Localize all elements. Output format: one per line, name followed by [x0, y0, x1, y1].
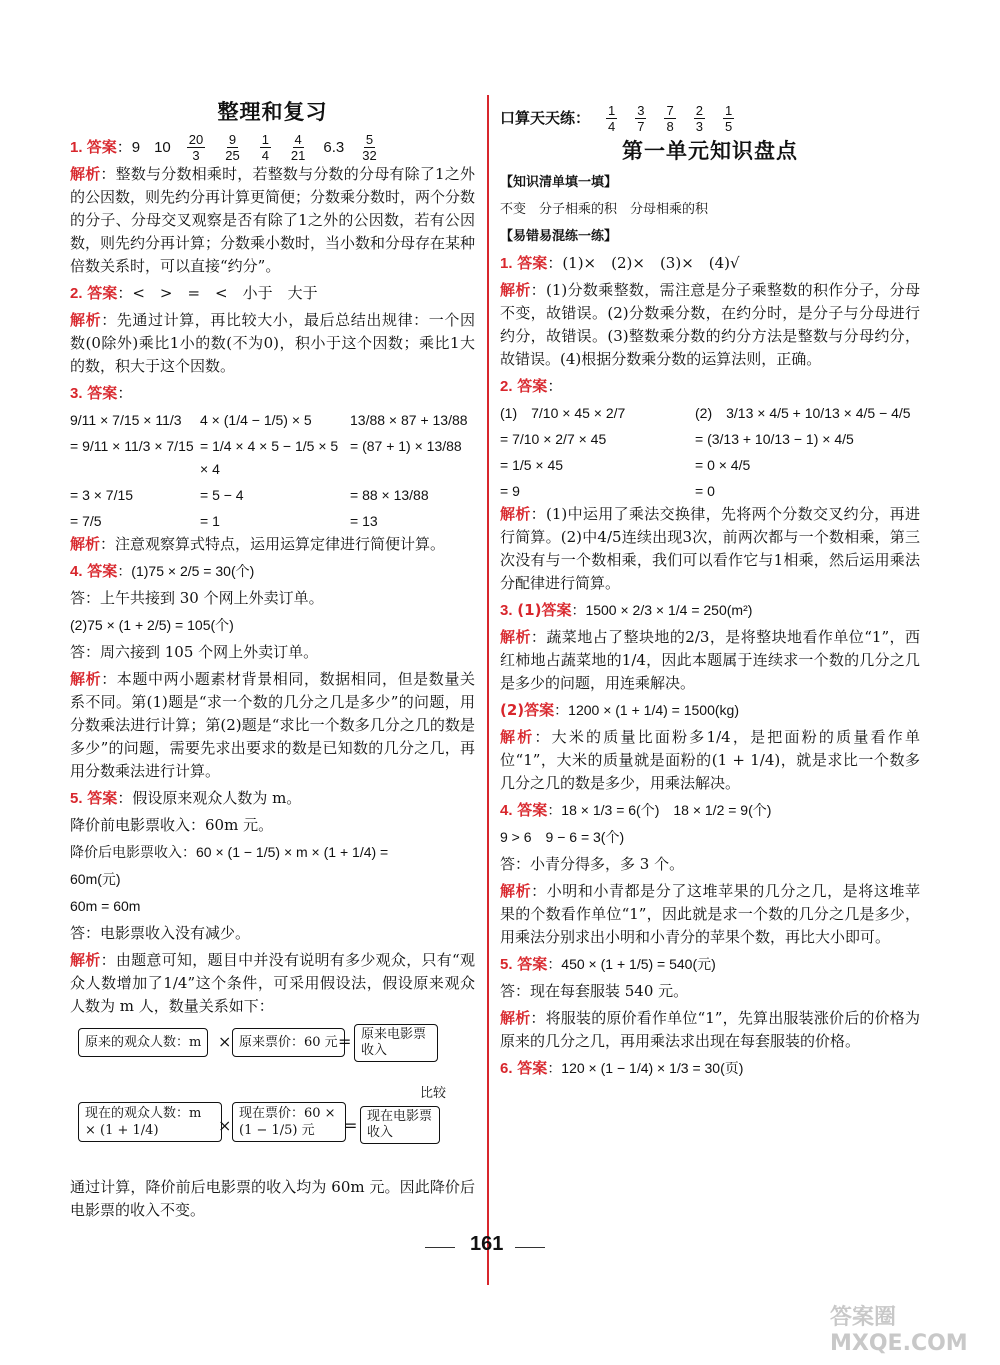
q5-line5: 60m = 60m	[70, 898, 141, 914]
box-current-audience: 现在的观众人数：m × (1 + 1/4)	[78, 1102, 222, 1142]
right-q6	[500, 1057, 920, 1080]
q1-frac-3: $\frac{1}{4}$	[261, 132, 269, 163]
q3-a-line1: 9/11 × 7/15 × 11/3	[70, 412, 182, 428]
q3-a-line4: = 7/5	[70, 513, 102, 529]
right-column	[500, 95, 920, 1084]
q1-tag: 答案	[86, 138, 117, 156]
oral-frac-5: $\frac{1}{5}$	[724, 103, 733, 134]
q5-conclusion: 通过计算，降价前后电影票的收入均为 60m 元。因此降价后电影票的收入不变。	[70, 1178, 475, 1219]
left-q5	[70, 787, 475, 1222]
r-q3-answer1: ：1500 × 2/3 × 1/4 = 250(m²)	[571, 602, 753, 618]
q1-frac-5: $\frac{5}{32}$	[362, 132, 377, 163]
r-q2-number: 2.	[500, 378, 513, 395]
right-q2: 2. 答案： (1) 7/10 × 45 × 2/7 (2) 3/13 × 4/5 + 10/13 × 4/5 − 4/5 = 7/10 × 2/7 × 45 = (3/13 + 10/13 − 1) × 4/5 = 1/5 × 45 = 0 × 4/5 = 9 = 0 解析：(1)中运用了乘法交换律，先将两个分数交叉约分，再进行简算。(2)中4/5连续出现3次，前两次都与一个数相乘，第三次没有与一个数相乘，我们可以看作它与1相乘，然后运用乘法分配律进行简算。	[500, 375, 920, 595]
r-q4-tag: 答案	[517, 801, 548, 819]
q3-tag: 答案	[87, 384, 118, 402]
q5-analysis: 解析：由题意可知，题目中并没有说明有多少观众，只有“观众人数增加了1/4”这个条件，可采用假设法，假设原来观众人数为 m 人，数量关系如下：	[70, 951, 475, 1015]
left-q4	[70, 560, 475, 783]
oral-practice-label: 口算天天练：	[500, 109, 591, 127]
q3-b-line2: = 1/4 × 4 × 5 − 1/5 × 5 × 4	[200, 438, 339, 477]
page-number-rule-right	[515, 1247, 545, 1248]
right-q5	[500, 953, 920, 1053]
r-q3-answer2: ：1200 × (1 + 1/4) = 1500(kg)	[554, 702, 739, 718]
r-q1-answer: ：(1)× (2)× (3)× (4)√	[547, 254, 740, 272]
oral-frac-1: $\frac{1}{4}$	[608, 103, 616, 134]
q3-a-line3: = 3 × 7/15	[70, 487, 134, 503]
q5-line2: 降价前电影票收入：60m 元。	[70, 816, 274, 834]
q3-c-line2: = (87 + 1) × 13/88	[350, 438, 462, 454]
times-sign-1: ×	[218, 1032, 232, 1051]
q5-line3: 降价后电影票收入：60 × (1 − 1/5) × m × (1 + 1/4) =	[70, 844, 389, 860]
q3-b-line3: = 5 − 4	[200, 487, 244, 503]
q3-a-line2: = 9/11 × 11/3 × 7/15	[70, 438, 194, 454]
oral-frac-2: $\frac{3}{7}$	[637, 103, 645, 134]
left-q3: 3. 答案： 9/11 × 7/15 × 11/3 4 × (1/4 − 1/5) × 5 13/88 × 87 + 13/88 = 9/11 × 11/3 × 7/15 = 1/4 × 4 × 5 − 1/5 × 5 × 4 = (87 + 1) × 13/88 = 3 × 7/15 = 5 − 4 = 88 × 13/88 = 7/5 = 1 = 13 解析：注意观察算式特点，运用运算定律进行简便计算。	[70, 382, 475, 556]
q3-c-line3: = 88 × 13/88	[350, 487, 429, 503]
r-q3-number: 3.	[500, 602, 513, 619]
q3-c-line1: 13/88 × 87 + 13/88	[350, 412, 468, 428]
r-q1-tag: 答案	[517, 254, 548, 272]
section-knowledge-answers: 不变 分子相乘的积 分母相乘的积	[500, 202, 709, 217]
q4-line3: (2)75 × (1 + 2/5) = 105(个)	[70, 617, 234, 633]
left-q2	[70, 282, 475, 378]
r-q1-analysis: 解析：(1)分数乘整数，需注意是分子乘整数的积作分子，分母不变，故错误。(2)分数乘分数，在约分时，是分子与分母进行约分，故错误。(3)整数乘分数的约分方法是整数与分母约分，故错误。(4)根据分数乘分数的运算法则，正确。	[500, 281, 920, 368]
r-q2-tag: 答案	[517, 377, 548, 395]
r-q5-number: 5.	[500, 956, 513, 973]
r-q3-analysis2: 解析：大米的质量比面粉多1/4，是把面粉的质量看作单位“1”，大米的质量就是面粉的(1 + 1/4)，就是求比一个数多几分之几的数是多少，用乘法解决。	[500, 728, 920, 792]
left-column	[70, 95, 475, 1226]
q1-ans-decimal: 6.3	[323, 139, 345, 156]
q3-b-line4: = 1	[200, 513, 220, 529]
r-q2-a-line4: = 9	[500, 483, 520, 499]
r-q2-a-line1: (1) 7/10 × 45 × 2/7	[500, 405, 626, 421]
r-q2-a-line2: = 7/10 × 2/7 × 45	[500, 431, 607, 447]
r-q3-analysis1: 解析：蔬菜地占了整块地的2/3，是将整块地看作单位“1”，西红柿地占蔬菜地的1/4，因此本题属于连续求一个数的几分之几是多少的问题，用连乘解决。	[500, 628, 920, 692]
r-q5-line2: 答：现在每套服装 540 元。	[500, 982, 689, 1000]
q3-c-line4: = 13	[350, 513, 378, 529]
r-q5-tag: 答案	[517, 955, 548, 973]
r-q6-number: 6.	[500, 1060, 513, 1077]
q5-line1: ：假设原来观众人数为 m。	[117, 789, 302, 807]
column-divider	[487, 95, 489, 1285]
q4-line1: ：(1)75 × 2/5 = 30(个)	[117, 563, 255, 579]
equals-sign-2: =	[344, 1116, 358, 1135]
r-q6-tag: 答案	[517, 1059, 548, 1077]
q2-analysis: 解析：先通过计算，再比较大小，最后总结出规律：一个因数(0除外)乘比1小的数(不为0)，积小于这个因数；乘比1大的数，积大于这个因数。	[70, 311, 475, 375]
right-q1	[500, 252, 920, 371]
box-current-income: 现在电影票收入	[360, 1106, 440, 1144]
page-number-rule-left	[425, 1247, 455, 1248]
q2-tag: 答案	[87, 284, 118, 302]
q3-b-line1: 4 × (1/4 − 1/5) × 5	[200, 412, 312, 428]
r-q4-line3: 答：小青分得多，多 3 个。	[500, 855, 685, 873]
page-number: 161	[470, 1233, 504, 1255]
r-q3-tag2: (2)答案	[500, 701, 555, 719]
r-q1-number: 1.	[500, 255, 513, 272]
q4-tag: 答案	[87, 562, 118, 580]
r-q5-line1: ：450 × (1 + 1/5) = 540(元)	[547, 956, 716, 972]
q4-number: 4.	[70, 563, 83, 580]
box-original-price: 原来票价：60 元	[232, 1028, 345, 1057]
q1-frac-2: $\frac{9}{25}$	[225, 132, 240, 163]
q5-line6: 答：电影票收入没有减少。	[70, 924, 251, 942]
oral-frac-4: $\frac{2}{3}$	[695, 103, 703, 134]
r-q5-analysis: 解析：将服装的原价看作单位“1”，先算出服装涨价后的价格为原来的几分之几，再用乘法求出现在每套服装的价格。	[500, 1009, 920, 1050]
r-q2-b-line1: (2) 3/13 × 4/5 + 10/13 × 4/5 − 4/5	[695, 405, 911, 421]
q4-line2: 答：上午共接到 30 个网上外卖订单。	[70, 589, 324, 607]
section-knowledge-label: 【知识清单填一填】	[500, 175, 618, 190]
q2-answer: ：< > = < 小于 大于	[117, 284, 318, 302]
compare-label: 比较	[420, 1086, 447, 1101]
box-original-audience: 原来的观众人数：m	[78, 1028, 208, 1057]
r-q3-tag1: (1)答案	[517, 601, 572, 619]
r-q4-line2: 9 > 6 9 − 6 = 3(个)	[500, 829, 625, 845]
q5-tag: 答案	[87, 789, 118, 807]
equals-sign-1: =	[338, 1032, 352, 1051]
times-sign-2: ×	[218, 1116, 232, 1135]
q1-ans-a: 9	[131, 139, 141, 156]
q5-line4: 60m(元)	[70, 871, 121, 887]
right-q3	[500, 599, 920, 795]
box-current-price: 现在票价：60 × (1 − 1/5) 元	[232, 1102, 346, 1142]
q1-ans-b: 10	[154, 139, 171, 156]
r-q4-line1: ：18 × 1/3 = 6(个) 18 × 1/2 = 9(个)	[547, 802, 772, 818]
q5-number: 5.	[70, 790, 83, 807]
oral-frac-3: $\frac{7}{8}$	[666, 103, 674, 134]
q1-number: 1.	[70, 139, 83, 156]
r-q6-line1: ：120 × (1 − 1/4) × 1/3 = 30(页)	[547, 1060, 744, 1076]
watermark-logo: 答案圈 MXQE.COM	[830, 1305, 968, 1356]
q5-relation-diagram	[70, 1022, 475, 1172]
q3-number: 3.	[70, 385, 83, 402]
left-q1	[70, 132, 475, 278]
q4-analysis: 解析：本题中两小题素材背景相同，数据相同，但是数量关系不同。第(1)题是“求一个数的几分之几是多少”的问题，用分数乘法进行计算；第(2)题是“求比一个数多几分之几的数是多少”的问题，需要先求出要求的数是已知数的几分之几，再用分数乘法进行计算。	[70, 670, 475, 780]
q4-line4: 答：周六接到 105 个网上外卖订单。	[70, 643, 319, 661]
left-title: 整理和复习	[217, 100, 328, 124]
r-q2-b-line4: = 0	[695, 483, 715, 499]
q1-analysis: 解析：整数与分数相乘时，若整数与分数的分母有除了1之外的公因数，则先约分再计算更简便；分数乘分数时，两个分数的分子、分母交叉观察是否有除了1之外的公因数，若有公因数，则先约分再计算；分数乘小数时，当小数和分母存在某种倍数关系时，可以直接“约分”。	[70, 165, 476, 275]
oral-practice-row	[500, 103, 920, 134]
right-title: 第一单元知识盘点	[622, 139, 798, 163]
r-q4-number: 4.	[500, 802, 513, 819]
q1-frac-1: $\frac{20}{3}$	[188, 132, 204, 163]
r-q2-b-line3: = 0 × 4/5	[695, 457, 751, 473]
q2-number: 2.	[70, 285, 83, 302]
right-q4	[500, 799, 920, 949]
r-q2-a-line3: = 1/5 × 45	[500, 457, 564, 473]
section-error-label: 【易错易混练一练】	[500, 229, 618, 244]
r-q2-calc-grid	[500, 402, 920, 503]
box-original-income: 原来电影票收入	[354, 1024, 438, 1062]
r-q2-b-line2: = (3/13 + 10/13 − 1) × 4/5	[695, 431, 854, 447]
r-q4-analysis: 解析：小明和小青都是分了这堆苹果的几分之几，是将这堆苹果的个数看作单位“1”，因此就是求一个数的几分之几是多少，用乘法分别求出小明和小青分的苹果个数，再比大小即可。	[500, 882, 920, 946]
q3-analysis: 解析：注意观察算式特点，运用运算定律进行简便计算。	[70, 535, 446, 553]
r-q2-analysis: 解析：(1)中运用了乘法交换律，先将两个分数交叉约分，再进行简算。(2)中4/5连续出现3次，前两次都与一个数相乘，第三次没有与一个数相乘，我们可以看作它与1相乘，然后运用乘法分配律进行简算。	[500, 505, 920, 592]
q1-answer-row: 1. 答案：9 10 $\frac{20}{3}$ $\frac{9}{25}$ $\frac{1}{4}$ $\frac{4}{21}$ 6.3 $\frac{5}{32}$	[70, 132, 377, 163]
q1-frac-4: $\frac{4}{21}$	[290, 132, 306, 163]
q3-calc-grid	[70, 409, 475, 533]
